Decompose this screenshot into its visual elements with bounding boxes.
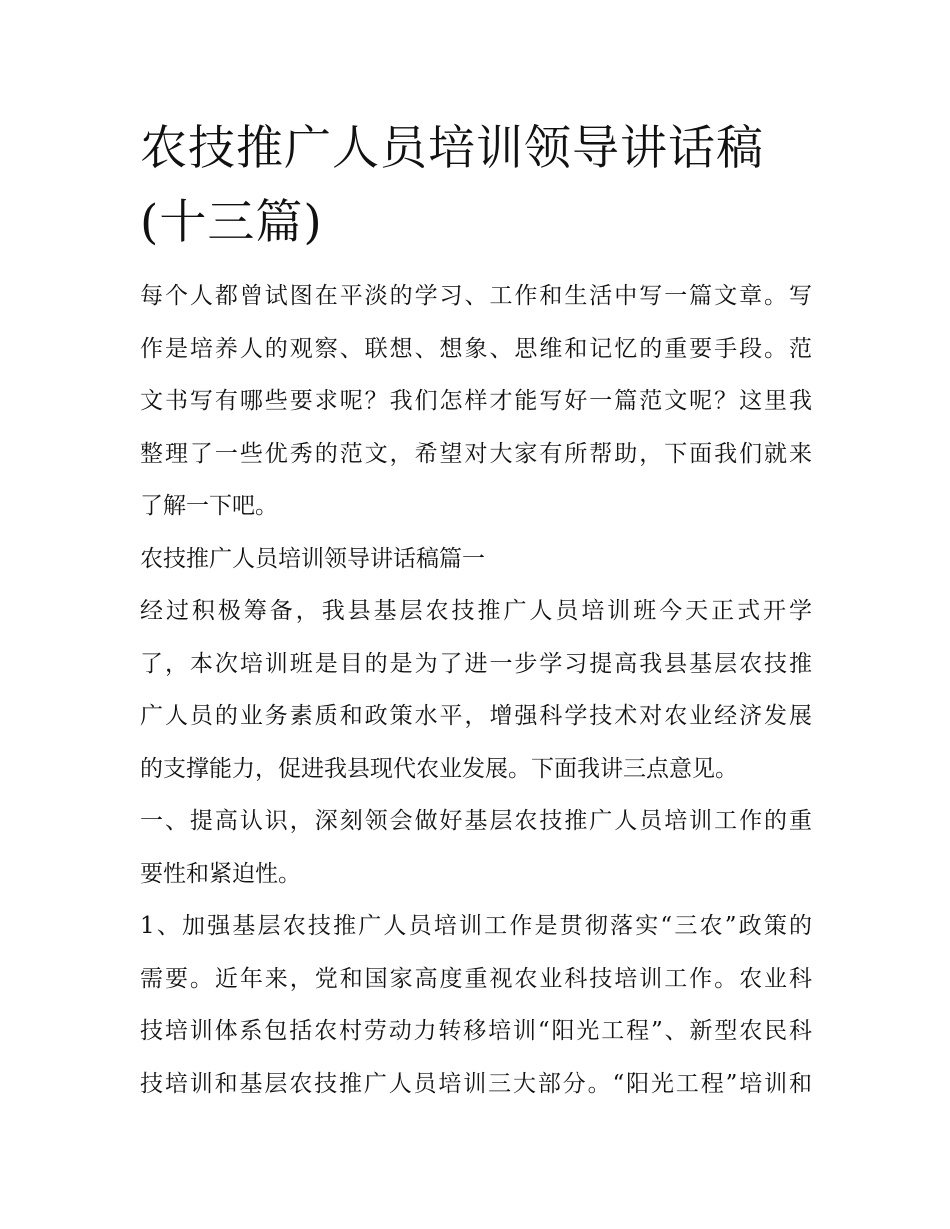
title-line-2: (十三篇): [140, 195, 323, 250]
paragraph-line-1: 经过积极筹备，我县基层农技推广人员培训班今天正式开学: [140, 598, 812, 624]
item-one-line-3: 技培训体系包括农村劳动力转移培训“阳光工程”、新型农民科: [140, 1018, 812, 1044]
title-line-1: 农技推广人员培训领导讲话稿: [140, 121, 764, 176]
paragraph-line-2: 了，本次培训班是目的是为了进一步学习提高我县基层农技推: [140, 650, 812, 677]
point-one-line-1: 一、提高认识，深刻领会做好基层农技推广人员培训工作的重: [140, 808, 812, 834]
intro-line-1: 每个人都曾试图在平淡的学习、工作和生活中写一篇文章。写: [140, 283, 812, 309]
intro-line-5: 了解一下吧。: [140, 493, 278, 519]
intro-line-2: 作是培养人的观察、联想、想象、思维和记忆的重要手段。范: [140, 335, 812, 362]
document-title: [140, 112, 812, 260]
document-body: [140, 270, 812, 1110]
item-one-line-4: 技培训和基层农技推广人员培训三大部分。“阳光工程”培训和: [140, 1070, 812, 1097]
point-one-line-2: 要性和紧迫性。: [140, 860, 301, 887]
item-one-line-2: 需要。近年来，党和国家高度重视农业科技培训工作。农业科: [140, 965, 812, 992]
paragraph-line-4: 的支撑能力，促进我县现代农业发展。下面我讲三点意见。: [140, 755, 738, 782]
section-heading: 农技推广人员培训领导讲话稿篇一: [140, 545, 485, 572]
intro-line-3: 文书写有哪些要求呢？我们怎样才能写好一篇范文呢？这里我: [140, 388, 812, 414]
intro-line-4: 整理了一些优秀的范文，希望对大家有所帮助，下面我们就来: [140, 440, 812, 467]
paragraph-line-3: 广人员的业务素质和政策水平，增强科学技术对农业经济发展: [140, 703, 812, 729]
item-one-line-1: 1、加强基层农技推广人员培训工作是贯彻落实“三农”政策的: [140, 913, 812, 939]
document-page: [140, 112, 812, 1110]
